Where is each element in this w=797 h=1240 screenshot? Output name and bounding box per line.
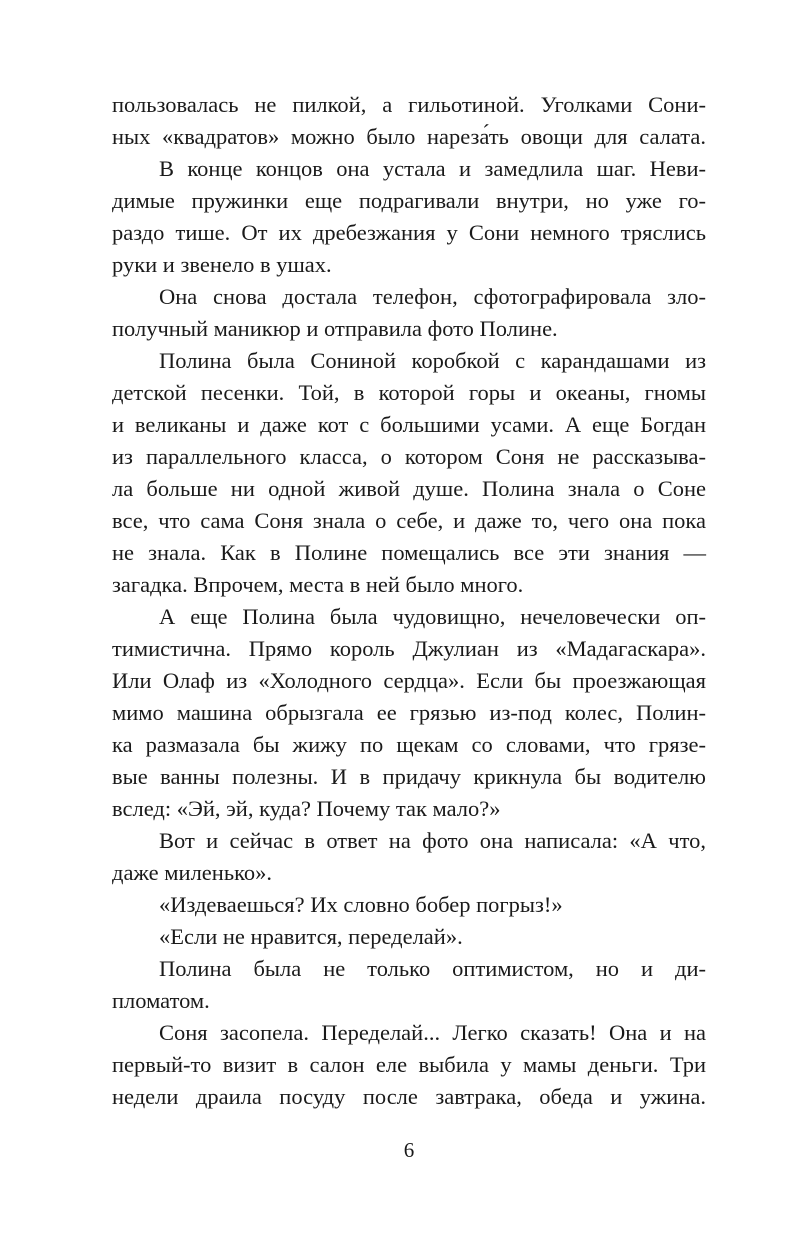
text-line: Полина была не только оптимистом, но и ди-: [159, 956, 706, 981]
text-line: загадка. Впрочем, места в ней было много.: [112, 572, 524, 597]
text-line: все, что сама Соня знала о себе, и даже то, чего она пока: [112, 508, 706, 533]
paragraph: [112, 281, 706, 345]
paragraph: [112, 825, 706, 889]
text-line: из параллельного класса, о котором Соня не рассказыва-: [112, 444, 706, 469]
text-line: Вот и сейчас в ответ на фото она написала: «А что,: [159, 828, 706, 853]
paragraph: [112, 921, 706, 953]
text-line: «Если не нравится, переделай».: [159, 924, 463, 949]
text-line: вые ванны полезны. И в придачу крикнула бы водителю: [112, 764, 706, 789]
text-line: получный маникюр и отправила фото Полине.: [112, 316, 558, 341]
paragraph: [112, 153, 706, 281]
page-text: [112, 89, 706, 1113]
paragraph: [112, 601, 706, 825]
text-line: мимо машина обрызгала ее грязью из-под колес, Полин-: [112, 700, 706, 725]
text-line: даже миленько».: [112, 860, 273, 885]
paragraph: [112, 1017, 706, 1113]
text-line: ла больше ни одной живой душе. Полина знала о Соне: [112, 476, 706, 501]
text-line: недели драила посуду после завтрака, обеда и ужина.: [112, 1084, 706, 1109]
text-line: раздо тише. От их дребезжания у Сони немного тряслись: [112, 220, 706, 245]
text-line: А еще Полина была чудовищно, нечеловечески оп-: [159, 604, 706, 629]
text-line: «Издеваешься? Их словно бобер погрыз!»: [159, 892, 563, 917]
text-line: тимистична. Прямо король Джулиан из «Мадагаскара».: [112, 636, 706, 661]
text-line: детской песенки. Той, в которой горы и океаны, гномы: [112, 380, 706, 405]
text-line: Соня засопела. Переделай... Легко сказать! Она и на: [159, 1020, 706, 1045]
text-line: пломатом.: [112, 988, 210, 1013]
text-line: первый-то визит в салон еле выбила у мамы деньги. Три: [112, 1052, 706, 1077]
text-line: ных «квадратов» можно было нареза́ть овощи для салата.: [112, 124, 706, 149]
text-line: руки и звенело в ушах.: [112, 252, 332, 277]
paragraph: [112, 953, 706, 1017]
text-line: и великаны и даже кот с большими усами. А еще Богдан: [112, 412, 706, 437]
page-number: 6: [403, 1138, 415, 1162]
text-line: Или Олаф из «Холодного сердца». Если бы проезжающая: [112, 668, 706, 693]
text-line: Она снова достала телефон, сфотографировала зло-: [159, 284, 706, 309]
text-line: не знала. Как в Полине помещались все эти знания —: [112, 540, 706, 565]
text-line: ка размазала бы жижу по щекам со словами, что грязе-: [112, 732, 706, 757]
text-line: вслед: «Эй, эй, куда? Почему так мало?»: [112, 796, 501, 821]
text-line: Полина была Сониной коробкой с карандашами из: [159, 348, 706, 373]
text-line: пользовалась не пилкой, а гильотиной. Уголками Сони-: [112, 92, 706, 117]
text-line: В конце концов она устала и замедлила шаг. Неви-: [159, 156, 706, 181]
text-line: димые пружинки еще подрагивали внутри, но уже го-: [112, 188, 706, 213]
paragraph: [112, 89, 706, 153]
paragraph: [112, 345, 706, 601]
paragraph: [112, 889, 706, 921]
